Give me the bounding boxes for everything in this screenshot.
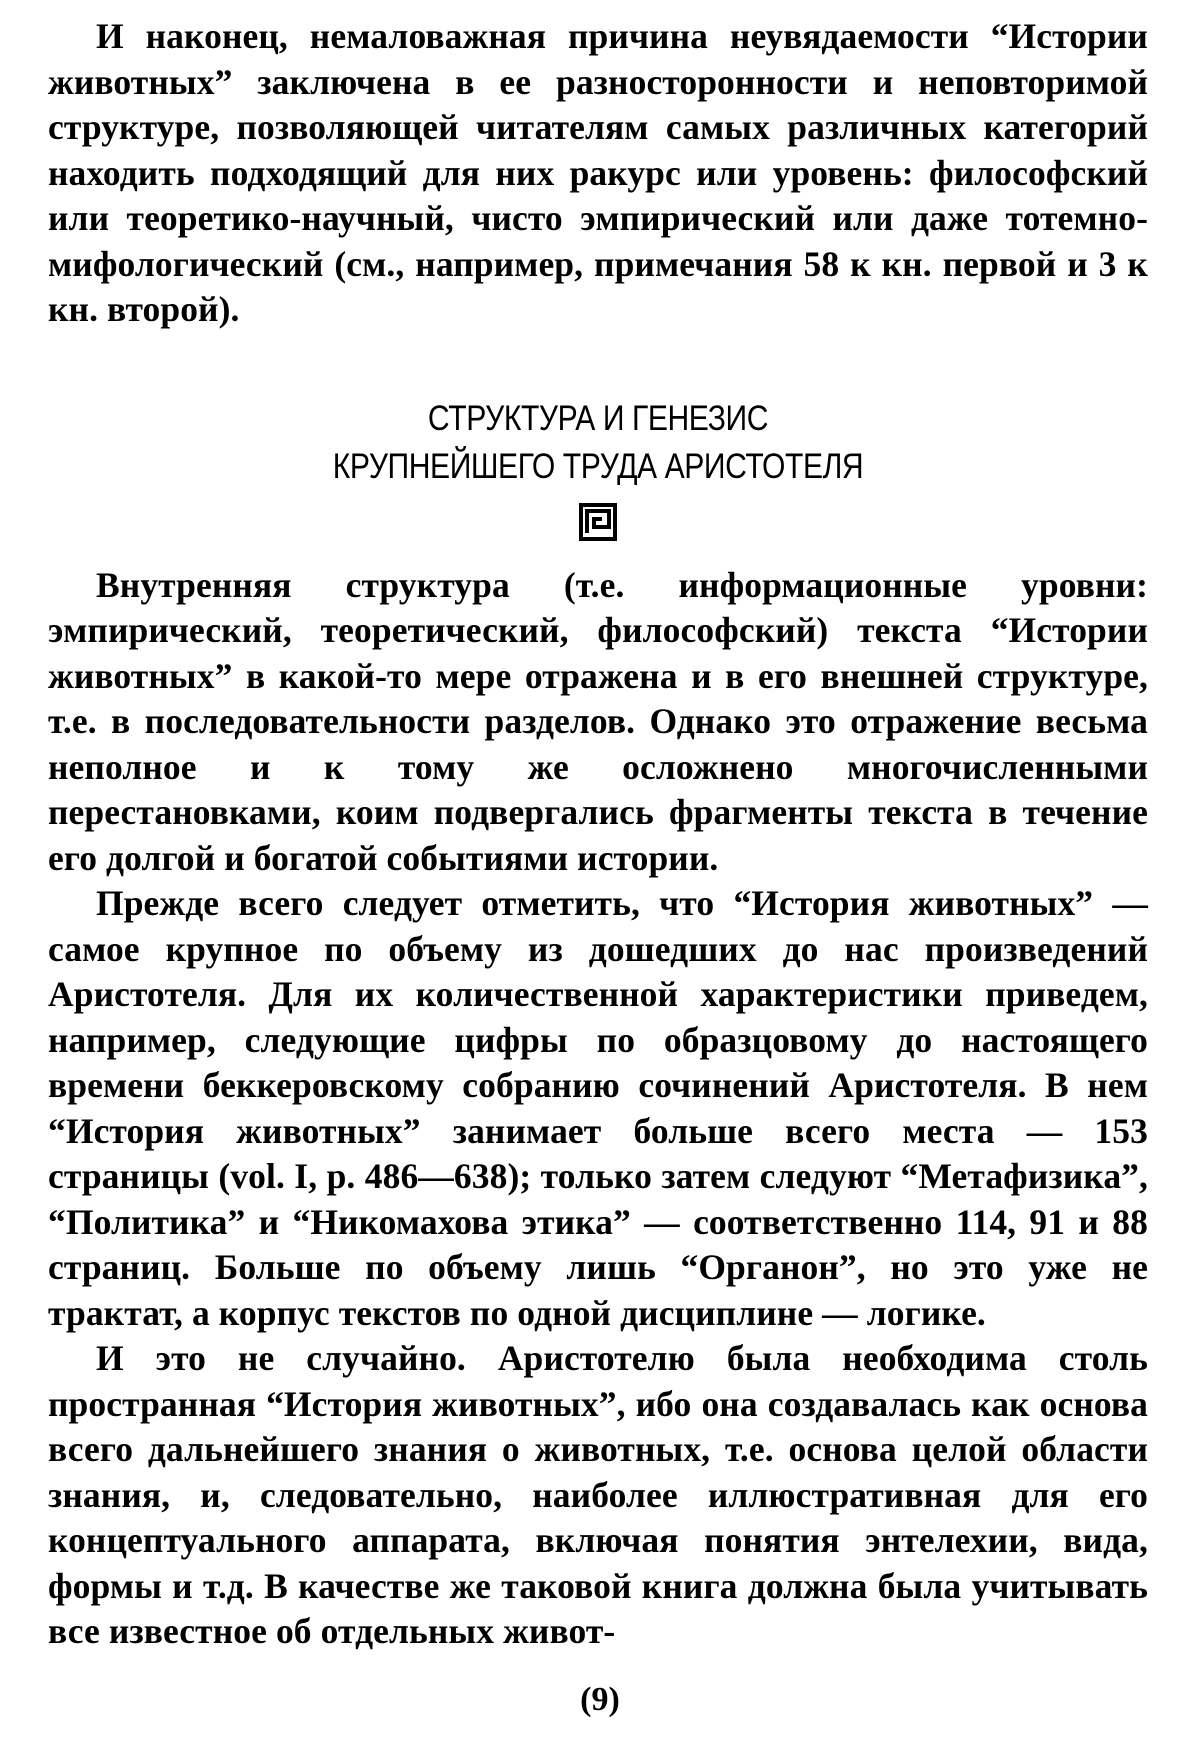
greek-key-ornament-icon xyxy=(48,503,1148,541)
paragraph-volume: Прежде всего следует отметить, что “История животных” — самое крупное по объему из дошедших до нас произведений Аристотеля. Для их количественной характеристики приведем, например, следующие цифры по образцовому до настоящего времени беккеровскому собранию сочинений Аристотеля. В нем “История животных” занимает больше всего места — 153 страницы (vol. I, p. 486—638); только затем следуют “Метафизика”, “Политика” и “Никомахова этика” — соответственно 114, 91 и 88 страниц. Больше по объему лишь “Органон”, но это уже не трактат, а корпус текстов по одной дисциплине — логике. xyxy=(48,883,1148,1333)
intro-paragraph: И наконец, немаловажная причина неувядаемости “Истории животных” заключена в ее разносторонности и неповторимой структуре, позволяющей читателям самых различных категорий находить подходящий для них ракурс или уровень: философский или теоретико-научный, чисто эмпирический или даже тотемно-мифологический (см., например, примечания 58 к кн. первой и 3 к кн. второй). xyxy=(48,16,1148,329)
section-heading-line-1: СТРУКТУРА И ГЕНЕЗИС xyxy=(427,398,769,438)
page-number: (9) xyxy=(580,1681,620,1718)
page-body xyxy=(48,14,1148,1655)
paragraph-structure: Внутренняя структура (т.е. информационные уровни: эмпирический, теоретический, философский) текста “Истории животных” в какой-то мере отражена и в его внешней структуре, т.е. в последовательности разделов. Однако это отражение весьма неполное и к тому же осложнено многочисленными перестановками, коим подвергались фрагменты текста в течение его долгой и богатой событиями истории. xyxy=(48,564,1148,878)
section-heading-line-2: КРУПНЕЙШЕГО ТРУДА АРИСТОТЕЛЯ xyxy=(332,446,864,486)
paragraph-not-accidental: И это не случайно. Аристотелю была необходима столь пространная “История животных”, ибо она создавалась как основа всего дальнейшего знания о животных, т.е. основа целой области знания, и, следовательно, наиболее иллюстративная для его концептуального аппарата, включая понятия энтелехии, вида, формы и т.д. В качестве же таковой книга должна была учитывать все известное об отдельных живот- xyxy=(48,1338,1148,1651)
section-heading xyxy=(48,395,1148,491)
